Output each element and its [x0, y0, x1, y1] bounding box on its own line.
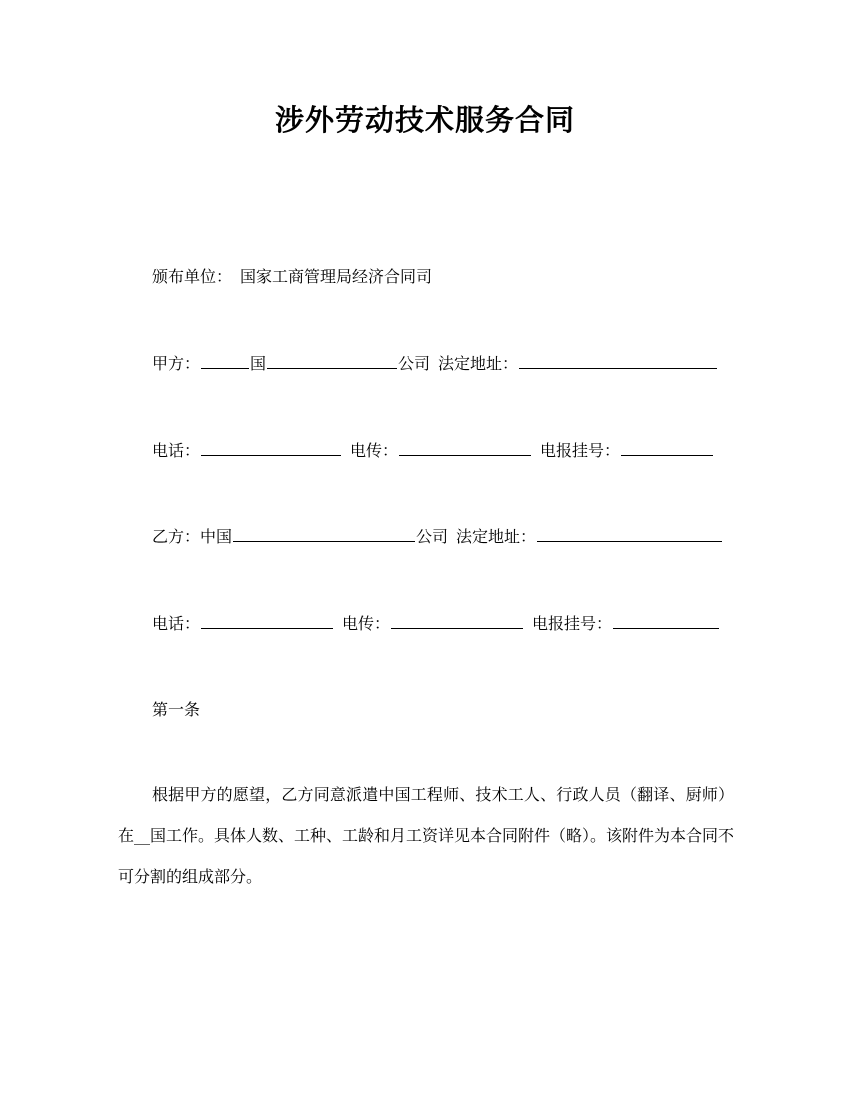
party-a-address-blank[interactable] — [519, 352, 717, 369]
issuer-label: 颁布单位： — [152, 267, 233, 286]
party-b-line — [152, 525, 742, 549]
party-b-telegraph-blank[interactable] — [613, 612, 719, 629]
party-a-country-suffix: 国 — [250, 354, 267, 373]
document-title: 涉外劳动技术服务合同 — [274, 103, 575, 137]
party-b-contact-line — [152, 612, 742, 636]
article-1-body: 根据甲方的愿望，乙方同意派遣中国工程师、技术工人、行政人员（翻译、厨师）在__国工作。具体人数、工种、工龄和月工资详见本合同附件（略）。该附件为本合同不可分割的组成部分。 — [118, 785, 735, 886]
party-a-phone-blank[interactable] — [201, 439, 341, 456]
party-b-label: 乙方：中国 — [152, 527, 233, 546]
party-b-phone-label: 电话： — [152, 614, 201, 633]
party-b-fax-blank[interactable] — [391, 612, 523, 629]
party-a-fax-label: 电传： — [350, 441, 399, 460]
party-a-telegraph-blank[interactable] — [621, 439, 713, 456]
party-a-label: 甲方： — [152, 354, 201, 373]
party-a-phone-label: 电话： — [152, 441, 201, 460]
party-b-address-blank[interactable] — [537, 525, 722, 542]
party-b-telegraph-label: 电报挂号： — [532, 614, 613, 633]
party-a-address-label: 法定地址： — [438, 354, 519, 373]
party-b-company-blank[interactable] — [233, 525, 415, 542]
party-a-company-suffix: 公司 — [398, 354, 431, 373]
party-b-company-suffix: 公司 — [416, 527, 449, 546]
issuer-line — [152, 265, 742, 289]
party-a-contact-line — [152, 439, 742, 463]
article-1-heading: 第一条 — [152, 700, 201, 719]
party-a-country-blank[interactable] — [201, 352, 249, 369]
issuer-value: 国家工商管理局经济合同司 — [240, 267, 433, 286]
party-a-line — [152, 352, 742, 376]
party-b-address-label: 法定地址： — [456, 527, 537, 546]
party-b-fax-label: 电传： — [342, 614, 391, 633]
party-b-phone-blank[interactable] — [201, 612, 333, 629]
party-a-company-blank[interactable] — [267, 352, 397, 369]
party-a-telegraph-label: 电报挂号： — [540, 441, 621, 460]
party-a-fax-blank[interactable] — [399, 439, 531, 456]
